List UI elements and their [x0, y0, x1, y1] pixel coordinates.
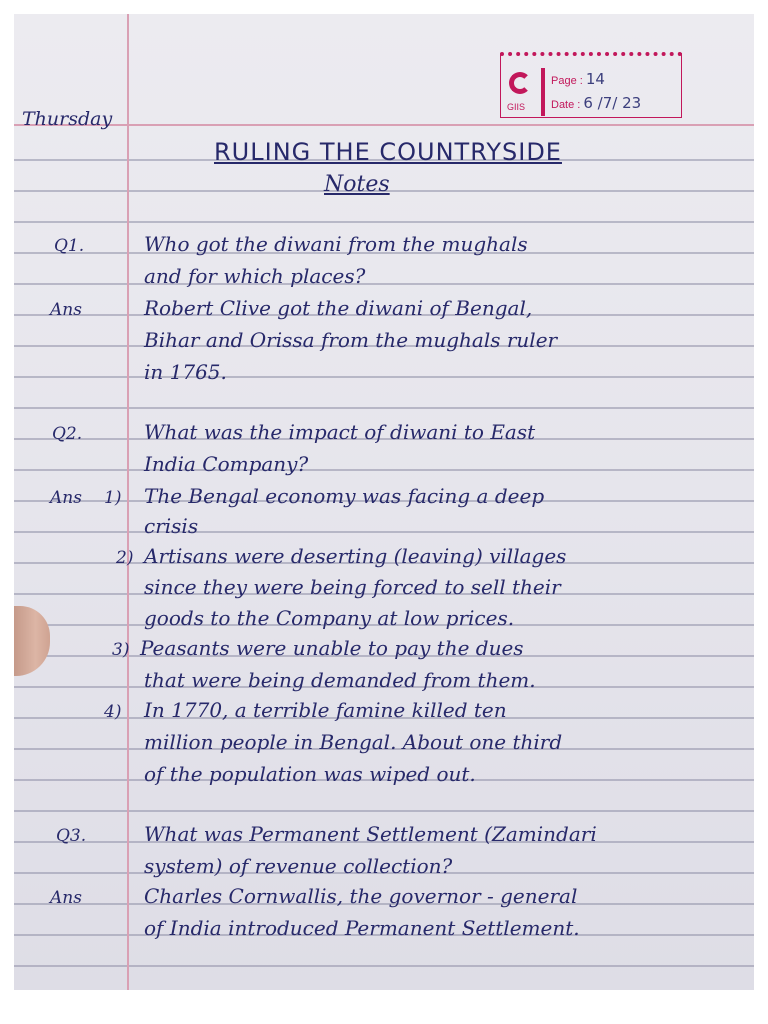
stamp-divider [541, 68, 545, 116]
notebook-page [14, 14, 754, 990]
q2-point-line: crisis [144, 514, 199, 538]
q2-question-line: India Company? [144, 452, 309, 476]
q2-point-line: Artisans were deserting (leaving) villages [144, 544, 567, 568]
q2-label: Q2. [52, 424, 83, 444]
stamp-page-value: 14 [585, 70, 605, 88]
stamp-date-label: Date : [551, 99, 581, 111]
giis-logo-icon [509, 72, 531, 94]
q2-point-number: 3) [112, 640, 130, 660]
page-title: RULING THE COUNTRYSIDE [214, 138, 562, 166]
q2-point-number: 2) [116, 548, 134, 568]
stamp-brand: GIIS [507, 102, 526, 112]
q3-answer-line: of India introduced Permanent Settlement. [144, 916, 580, 940]
q2-point-line: that were being demanded from them. [144, 668, 536, 692]
q2-question-line: What was the impact of diwani to East [144, 420, 536, 444]
q2-answer-label: Ans [50, 488, 82, 508]
page-subtitle: Notes [324, 172, 390, 197]
margin-line [127, 14, 129, 990]
q2-point-line: In 1770, a terrible famine killed ten [144, 698, 507, 722]
q1-question-line: Who got the diwani from the mughals [144, 232, 528, 256]
q1-label: Q1. [54, 236, 85, 256]
q2-point-line: million people in Bengal. About one third [144, 730, 563, 754]
stamp-page-label: Page : [551, 75, 583, 87]
q1-answer-line: in 1765. [144, 360, 227, 384]
q2-point-line: Peasants were unable to pay the dues [140, 636, 524, 660]
q2-point-number: 1) [104, 488, 122, 508]
q3-answer-line: Charles Cornwallis, the governor - general [144, 884, 578, 908]
stamp-date-value: 6 /7/ 23 [583, 94, 642, 112]
q3-label: Q3. [56, 826, 87, 846]
stamp-date-row [551, 94, 641, 112]
q1-answer-line: Robert Clive got the diwani of Bengal, [144, 296, 533, 320]
q2-point-line: The Bengal economy was facing a deep [144, 484, 545, 508]
q3-question-line: What was Permanent Settlement (Zamindari [144, 822, 597, 846]
q2-point-line: since they were being forced to sell their [144, 575, 561, 599]
q3-answer-label: Ans [50, 888, 82, 908]
q1-answer-label: Ans [50, 300, 82, 320]
q3-question-line: system) of revenue collection? [144, 854, 453, 878]
q2-point-line: goods to the Company at low prices. [144, 606, 515, 630]
q2-point-line: of the population was wiped out. [144, 762, 476, 786]
page-date-stamp [500, 52, 682, 118]
stamp-page-row [551, 70, 605, 88]
q1-question-line: and for which places? [144, 264, 366, 288]
q1-answer-line: Bihar and Orissa from the mughals ruler [144, 328, 558, 352]
header-line [14, 124, 754, 126]
day-label: Thursday [22, 108, 113, 130]
q2-point-number: 4) [104, 702, 122, 722]
